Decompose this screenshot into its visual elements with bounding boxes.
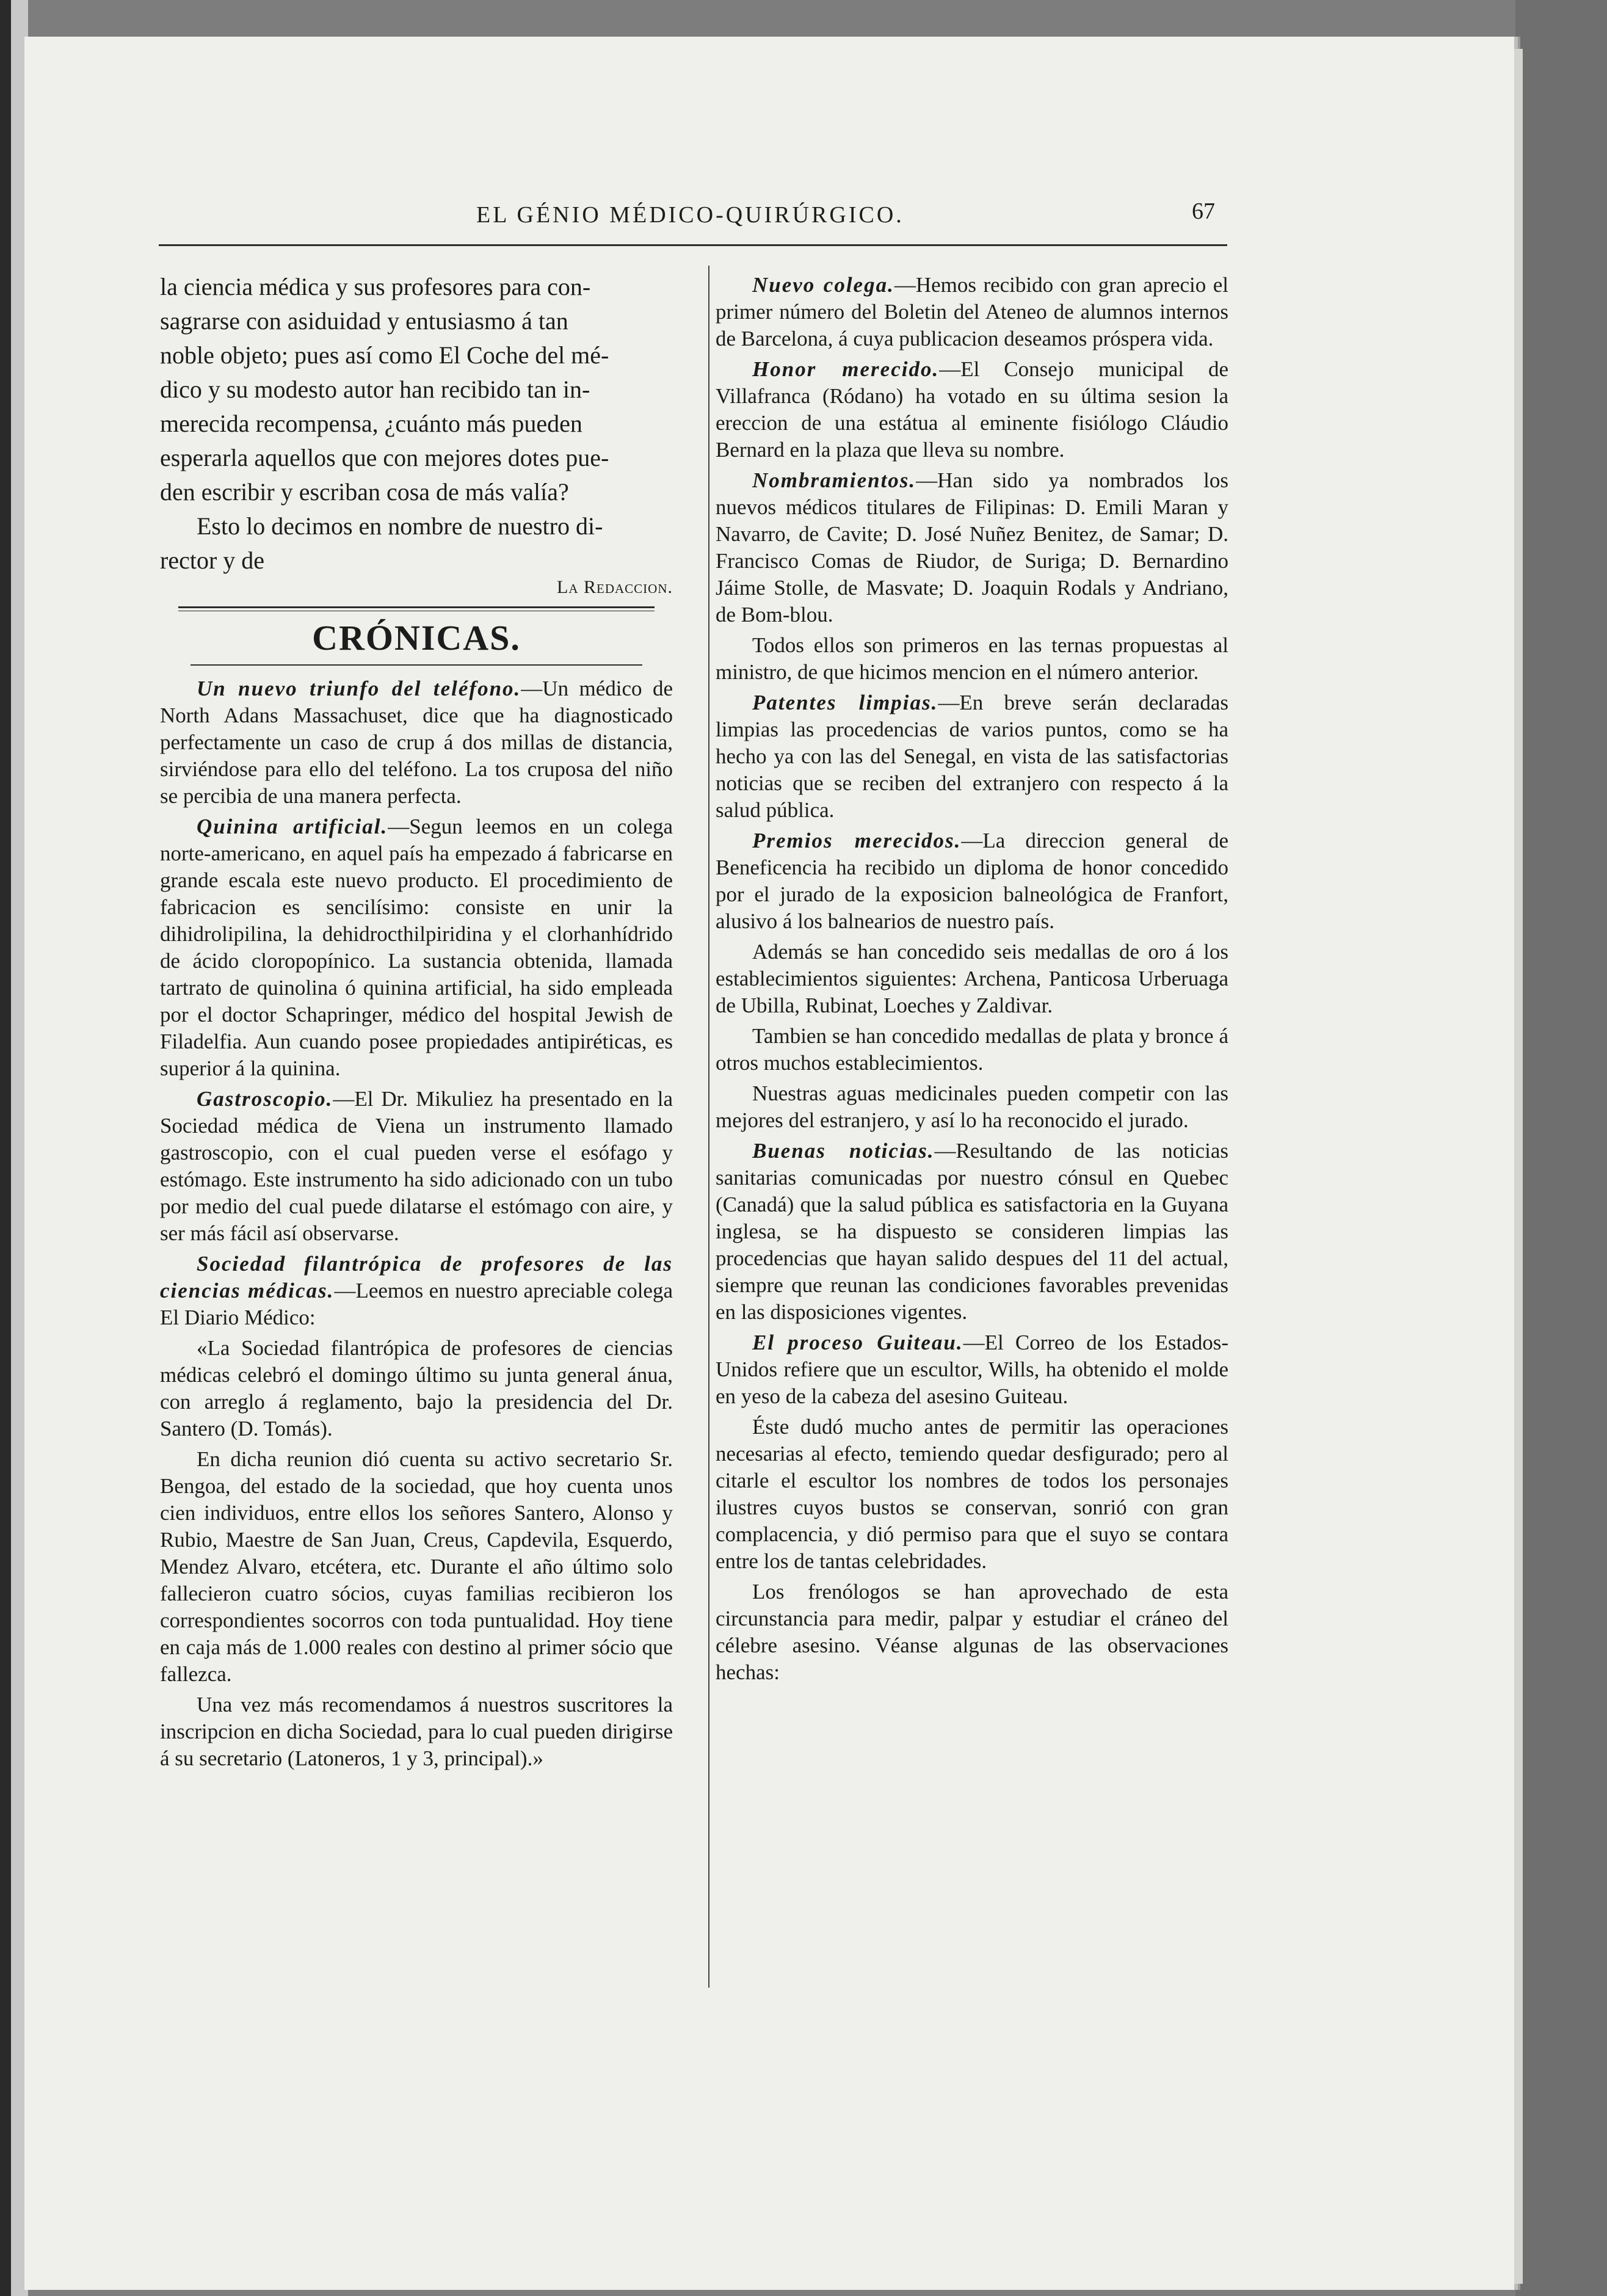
news-item-text: —Un médico de North Adans Massachuset, dice que ha diagnosticado perfectamente un caso de crup á dos millas de distancia, sirviéndose para ello del teléfono. La tos cruposa del niño se percibia de una manera perfecta. (160, 677, 673, 808)
news-item-text: —La direccion general de Beneficencia ha recibido un diploma de honor concedido por el jurado de la exposicion balneológica de Franfort, alusivo á los balnearios de nuestro país. (716, 829, 1228, 933)
news-item (716, 467, 1228, 628)
news-item-text: —Leemos en nuestro apreciable colega El Diario Médico: (160, 1279, 673, 1329)
column-divider (708, 266, 709, 1988)
news-item (716, 272, 1228, 352)
news-item-text: —En breve serán declaradas limpias las procedencias de varios puntos, como se ha hecho ya con las del Senegal, en vista de las satisfactorias noticias que se reciben del extranjero con respecto á la salud pública. (716, 691, 1228, 822)
news-item (716, 356, 1228, 463)
news-item (716, 1579, 1228, 1686)
news-item-lead: Un nuevo triunfo del teléfono. (197, 677, 521, 700)
editorial-line: merecida recompensa, ¿cuánto más pueden (160, 410, 582, 437)
news-item (160, 1251, 673, 1331)
news-item-text: —Segun leemos en un colega norte-americano, en aquel país ha empezado á fabricarse en grande escala este nuevo producto. El procedimiento de fabricacion es sencilísimo: consiste en unir la dihidrolipilina, la dehidrocthilpiridina y el clorhanhídrido de ácido cloropopínico. La sustancia obtenida, llamada tartrato de quinolina ó quinina artificial, ha sido empleada por el doctor Schapringer, médico del hospital Jewish de Filadelfia. Aun cuando posee propiedades antipiréticas, es superior á la quinina. (160, 815, 673, 1080)
news-item-lead: Nuevo colega. (752, 273, 894, 297)
editorial-line: dico y su modesto autor han recibido tan in- (160, 376, 590, 403)
news-item-lead: Quinina artificial. (197, 815, 388, 838)
news-item (716, 689, 1228, 824)
editorial-signature: La Redaccion. (557, 577, 673, 597)
news-item (716, 939, 1228, 1019)
news-item-lead: Sociedad filantrópica de profesores de las ciencias médicas. (160, 1252, 673, 1302)
page-number: 67 (1192, 198, 1215, 224)
editorial-line: esperarla aquellos que con mejores dotes pue- (160, 444, 609, 471)
news-item-text: —Hemos recibido con gran aprecio el primer número del Boletin del Ateneo de alumnos internos de Barcelona, á cuya publicacion deseamos próspera vida. (716, 273, 1228, 351)
news-item-text: —Resultando de las noticias sanitarias comunicadas por nuestro cónsul en Quebec (Canadá) que la salud pública es satisfactoria en la Guyana inglesa, se ha dispuesto se consideren limpias las procedencias que hayan salido despues del 11 del actual, siempre que reunan las condiciones favorables prevenidas en las disposiciones vigentes. (716, 1139, 1228, 1324)
news-item (160, 813, 673, 1082)
quote-paragraph: «La Sociedad filantrópica de profesores de ciencias médicas celebró el domingo último su junta general ánua, con arreglo á reglamento, bajo la presidencia del Dr. Santero (D. Tomás). (160, 1336, 673, 1440)
news-item-text: Éste dudó mucho antes de permitir las operaciones necesarias al efecto, temiendo quedar desfigurado; pero al citarle el escultor los nombres de todos los personajes ilustres cuyos bustos se conservan, sonrió con gran complacencia, y dió permiso para que el suyo se contara entre los de tantas celebridades. (716, 1415, 1228, 1573)
news-item-lead: Buenas noticias. (752, 1139, 935, 1163)
editorial-line: noble objeto; pues así como El Coche del mé- (160, 341, 609, 369)
news-item (716, 827, 1228, 935)
editorial-line: rector y de (160, 547, 265, 574)
section-rule-top (178, 606, 655, 611)
news-item-lead: Patentes limpias. (752, 691, 938, 714)
news-item-text: Nuestras aguas medicinales pueden competir con las mejores del estranjero, y así lo ha reconocido el jurado. (716, 1081, 1228, 1132)
running-title: EL GÉNIO MÉDICO-QUIRÚRGICO. (476, 202, 904, 228)
news-item-text: Todos ellos son primeros en las ternas propuestas al ministro, de que hicimos mencion en el número anterior. (716, 633, 1228, 684)
news-item-text: —El Dr. Mikuliez ha presentado en la Sociedad médica de Viena un instrumento llamado gastroscopio, con el cual pueden verse el esófago y estómago. Este instrumento ha sido adicionado con un tubo por medio del cual puede dilatarse el estómago con aire, y ser más fácil así observarse. (160, 1087, 673, 1245)
news-item-lead: Honor merecido. (752, 357, 940, 381)
editorial-line: den escribir y escriban cosa de más valía? (160, 478, 569, 506)
news-item (160, 1086, 673, 1247)
quote-paragraph: Una vez más recomendamos á nuestros suscritores la inscripcion en dicha Sociedad, para lo cual pueden dirigirse á su secretario (Latoneros, 1 y 3, principal).» (160, 1693, 673, 1770)
closing-editorial (160, 272, 673, 576)
editorial-line: Esto lo decimos en nombre de nuestro di- (197, 512, 603, 540)
news-item-text: —El Consejo municipal de Villafranca (Ródano) ha votado en su última sesion la ereccion de una estátua al eminente fisiólogo Cláudio Bernard en la plaza que lleva su nombre. (716, 357, 1228, 462)
editorial-line: sagrarse con asiduidad y entusiasmo á tan (160, 307, 568, 335)
scanner-background-right (1515, 0, 1607, 2296)
facing-page-edge (0, 0, 11, 2296)
news-item (716, 1329, 1228, 1410)
news-item (160, 675, 673, 810)
right-column (716, 272, 1228, 1690)
page-stack-edge (1514, 49, 1523, 2284)
news-item (716, 1080, 1228, 1134)
section-title: CRÓNICAS. (312, 618, 521, 658)
news-item-text: —Han sido ya nombrados los nuevos médicos titulares de Filipinas: D. Emili Maran y Navarro, de Cavite; D. José Nuñez Benitez, de Samar; D. Francisco Comas de Riudor, de Suriga; D. Bernardino Jáime Stolle, de Masvate; D. Joaquin Rodals y Andriano, de Bom-blou. (716, 468, 1228, 627)
header-rule (159, 244, 1227, 246)
news-item-lead: El proceso Guiteau. (752, 1331, 963, 1354)
news-item (716, 1414, 1228, 1575)
news-item-lead: Nombramientos. (752, 468, 916, 492)
news-item-lead: Gastroscopio. (197, 1087, 333, 1111)
news-item-text: Los frenólogos se han aprovechado de esta circunstancia para medir, palpar y estudiar el cráneo del célebre asesino. Véanse algunas de las observaciones hechas: (716, 1580, 1228, 1684)
news-item-text: Además se han concedido seis medallas de oro á los establecimientos siguientes: Archena, Panticosa Urberuaga de Ubilla, Rubinat, Loeches y Zaldivar. (716, 940, 1228, 1017)
news-item-lead: Premios merecidos. (752, 829, 962, 852)
news-item-text: Tambien se han concedido medallas de plata y bronce á otros muchos establecimientos. (716, 1024, 1228, 1075)
quote-paragraph: En dicha reunion dió cuenta su activo secretario Sr. Bengoa, del estado de la sociedad, que hoy cuenta unos cien individuos, entre ellos los señores Santero, Alonso y Rubio, Maestre de San Juan, Creus, Capdevila, Esquerdo, Mendez Alvaro, etcétera, etc. Durante el año último solo fallecieron cuatro sócios, cuyas familias recibieron los correspondientes socorros con toda puntualidad. Hoy tiene en caja más de 1.000 reales con destino al primer sócio que fallezca. (160, 1447, 673, 1686)
news-item (716, 1023, 1228, 1077)
left-column (160, 272, 673, 1776)
section-rule-bottom (190, 664, 642, 666)
news-item-text: —El Correo de los Estados-Unidos refiere que un escultor, Wills, ha obtenido el molde en yeso de la cabeza del asesino Guiteau. (716, 1331, 1228, 1408)
news-item (716, 1138, 1228, 1326)
news-item (716, 632, 1228, 686)
page-header (159, 198, 1227, 238)
editorial-line: la ciencia médica y sus profesores para con- (160, 273, 591, 300)
